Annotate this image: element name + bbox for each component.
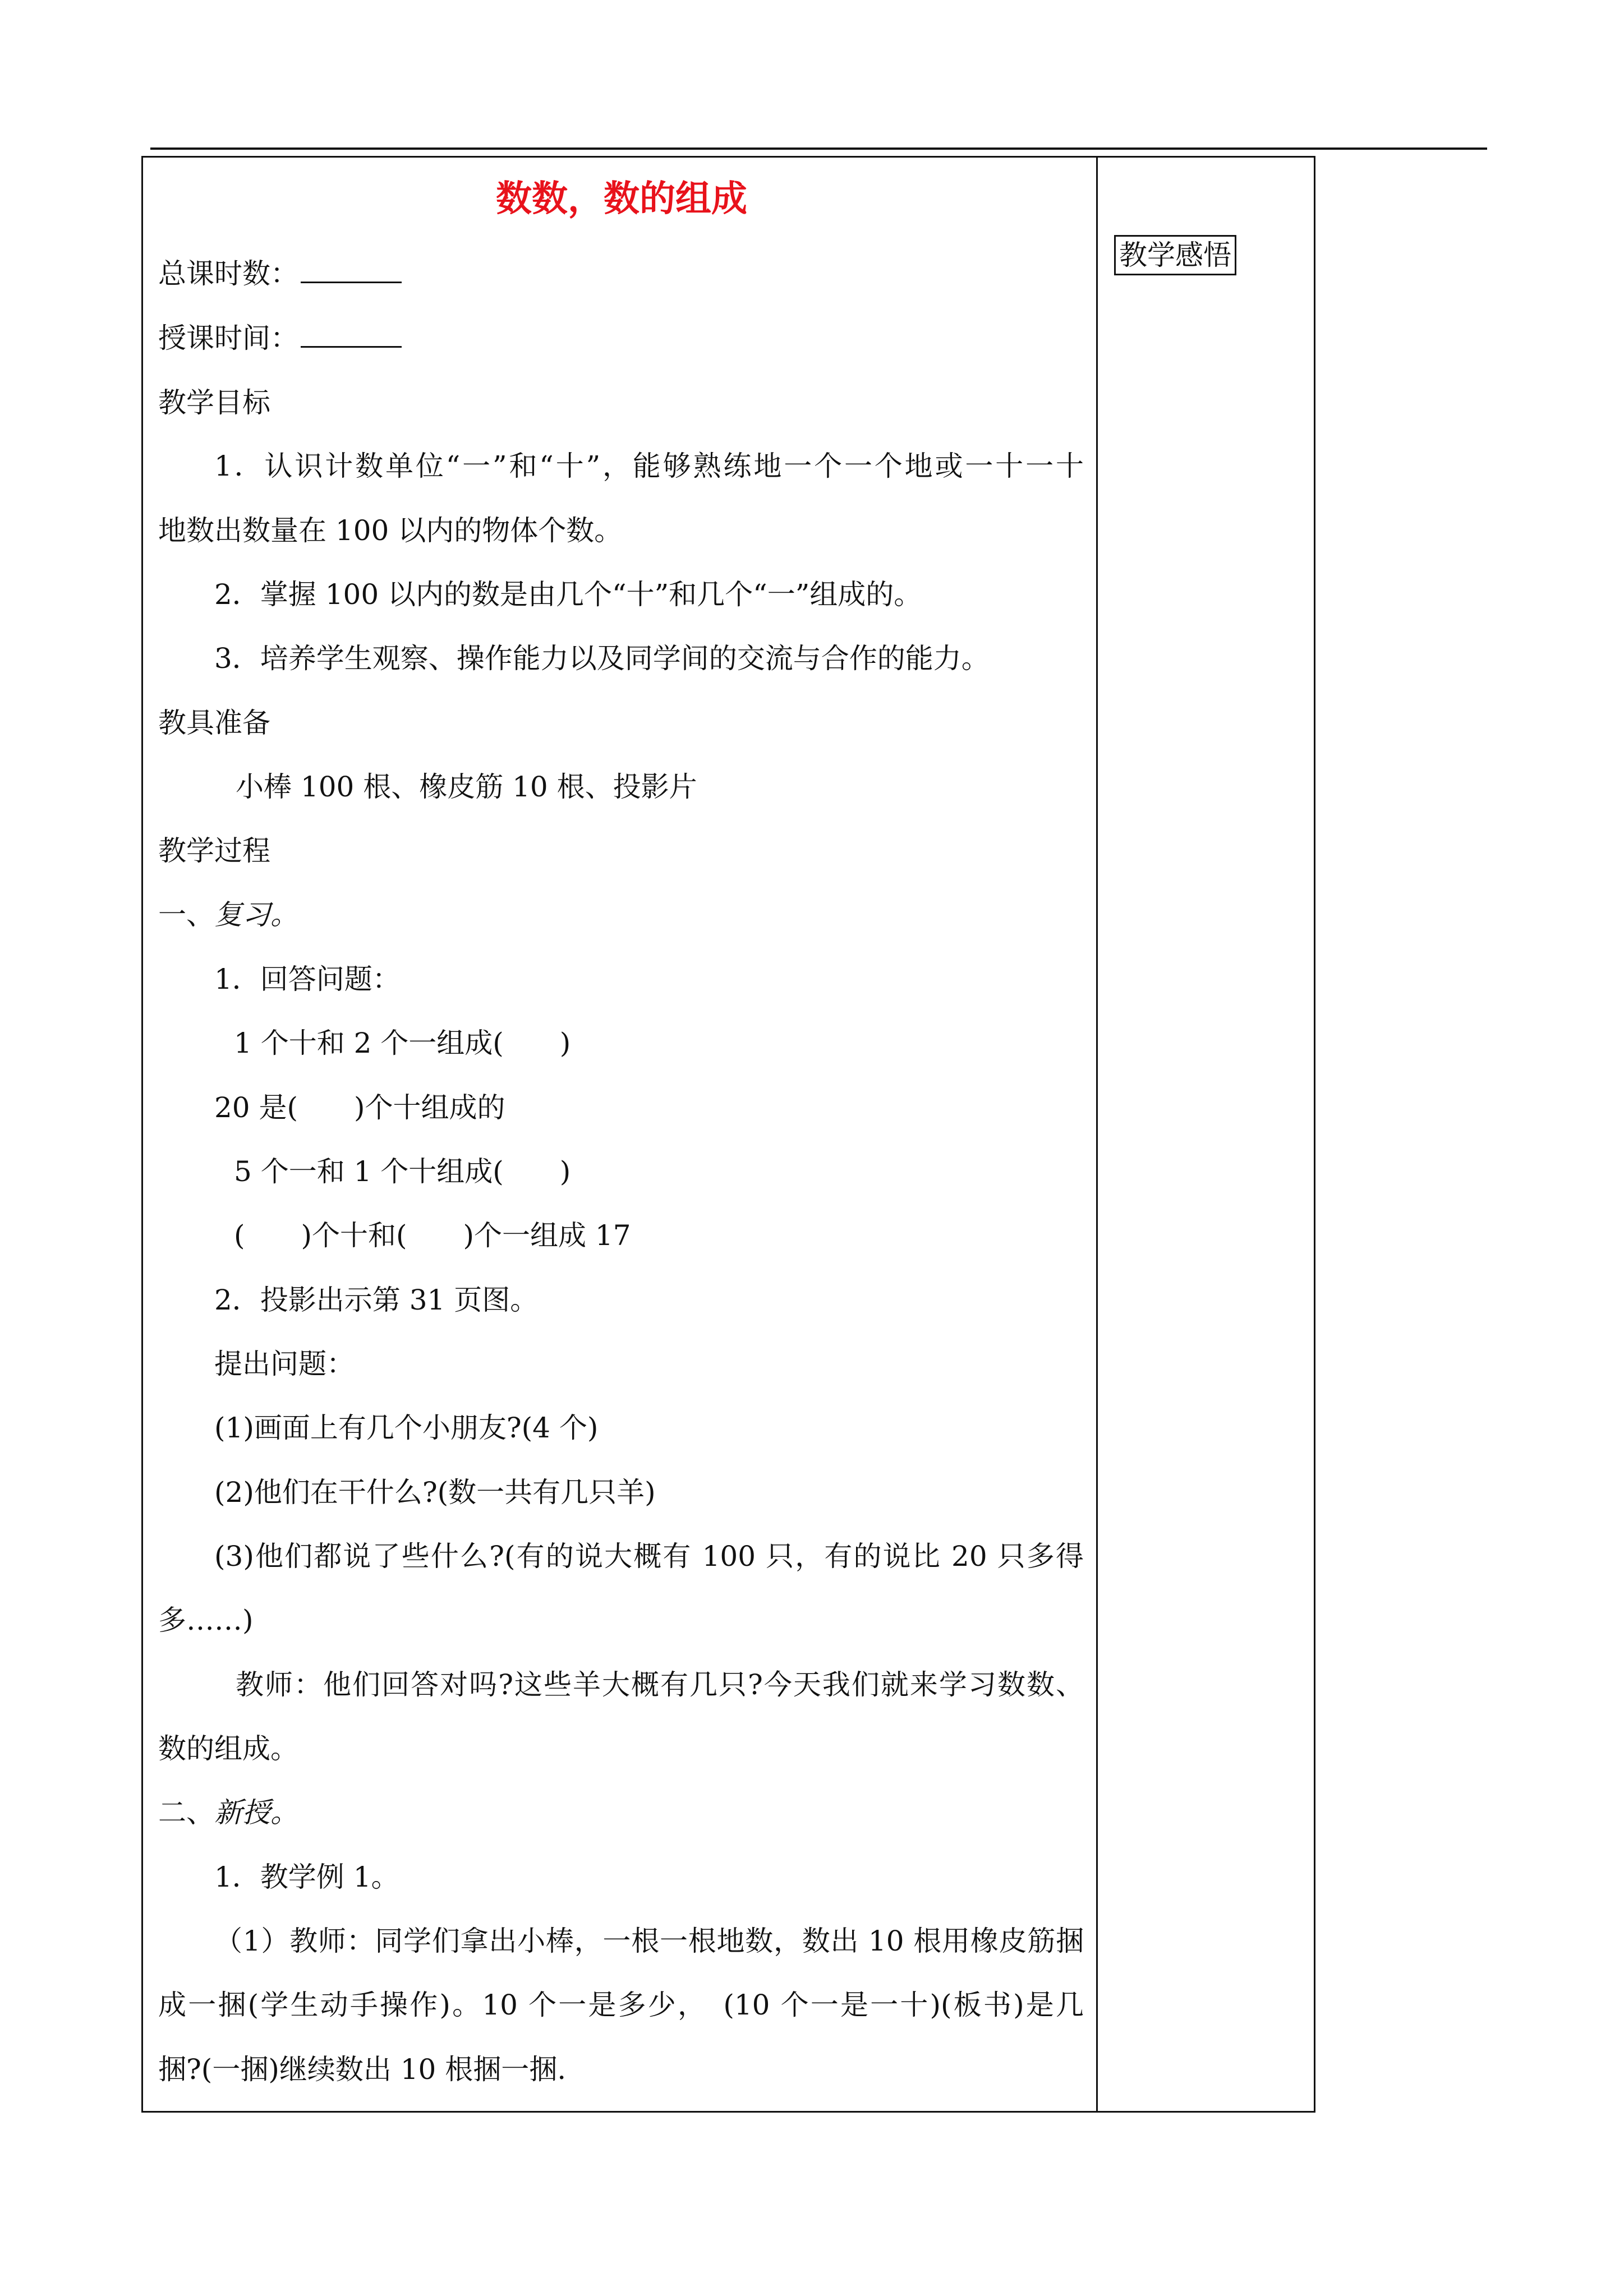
projection-item: 2．投影出示第 31 页图。	[214, 1284, 539, 1316]
reflection-label: 教学感悟	[1114, 235, 1236, 275]
part-2-number: 二、	[158, 1796, 214, 1829]
column-divider	[1096, 156, 1098, 2113]
goal-2: 2．掌握 100 以内的数是由几个“十”和几个“一”组成的。	[214, 578, 922, 611]
total-hours-blank	[301, 256, 402, 283]
part-1-title: 复习。	[214, 898, 298, 931]
tools-text: 小棒 100 根、橡皮筋 10 根、投影片	[236, 771, 697, 803]
total-hours-label: 总课时数：	[158, 257, 298, 290]
answer-2: (2)他们在干什么?(数一共有几只羊)	[214, 1476, 656, 1509]
ask-heading: 提出问题：	[214, 1348, 355, 1380]
example-line-1: （1）教师：同学们拿出小棒，一根一根地数，数出 10 根用橡皮筋捆	[214, 1925, 1084, 1957]
goal-1-line-2: 地数出数量在 100 以内的物体个数。	[158, 514, 623, 547]
questions-heading: 1．回答问题：	[214, 963, 401, 995]
goal-3: 3．培养学生观察、操作能力以及同学间的交流与合作的能力。	[214, 642, 990, 675]
answer-3-line-1: (3)他们都说了些什么?(有的说大概有 100 只，有的说比 20 只多得	[214, 1540, 1084, 1573]
tools-heading: 教具准备	[158, 707, 270, 739]
teacher-line-2: 数的组成。	[158, 1732, 298, 1765]
part-1-heading	[158, 896, 298, 933]
example-heading: 1．教学例 1。	[214, 1861, 399, 1893]
question-3: 5 个一和 1 个十组成( )	[234, 1155, 571, 1188]
lesson-time-field	[158, 320, 402, 357]
question-2: 20 是( )个十组成的	[214, 1091, 505, 1124]
process-heading: 教学过程	[158, 835, 270, 867]
part-2-title: 新授。	[214, 1796, 298, 1829]
answer-3-line-2: 多……)	[158, 1604, 254, 1636]
example-line-3: 捆?(一捆)继续数出 10 根捆一捆.	[158, 2053, 567, 2086]
example-line-2: 成一捆(学生动手操作)。10 个一是多少， (10 个一是一十)(板书)是几	[158, 1989, 1084, 2021]
answer-1: (1)画面上有几个小朋友?(4 个)	[214, 1412, 599, 1444]
page-title: 数数，数的组成	[496, 178, 747, 220]
part-2-heading	[158, 1794, 298, 1831]
goal-1-line-1: 1．认识计数单位“一”和“十”，能够熟练地一个一个地或一十一十	[214, 450, 1084, 482]
question-1: 1 个十和 2 个一组成( )	[234, 1027, 571, 1059]
teacher-line-1: 教师：他们回答对吗?这些羊大概有几只?今天我们就来学习数数、	[236, 1668, 1084, 1701]
lesson-time-label: 授课时间：	[158, 322, 298, 354]
total-hours-field	[158, 255, 402, 292]
question-4: ( )个十和( )个一组成 17	[234, 1219, 631, 1252]
lesson-time-blank	[301, 320, 402, 348]
header-rule	[150, 147, 1487, 150]
part-1-number: 一、	[158, 898, 214, 931]
goals-heading: 教学目标	[158, 386, 270, 419]
